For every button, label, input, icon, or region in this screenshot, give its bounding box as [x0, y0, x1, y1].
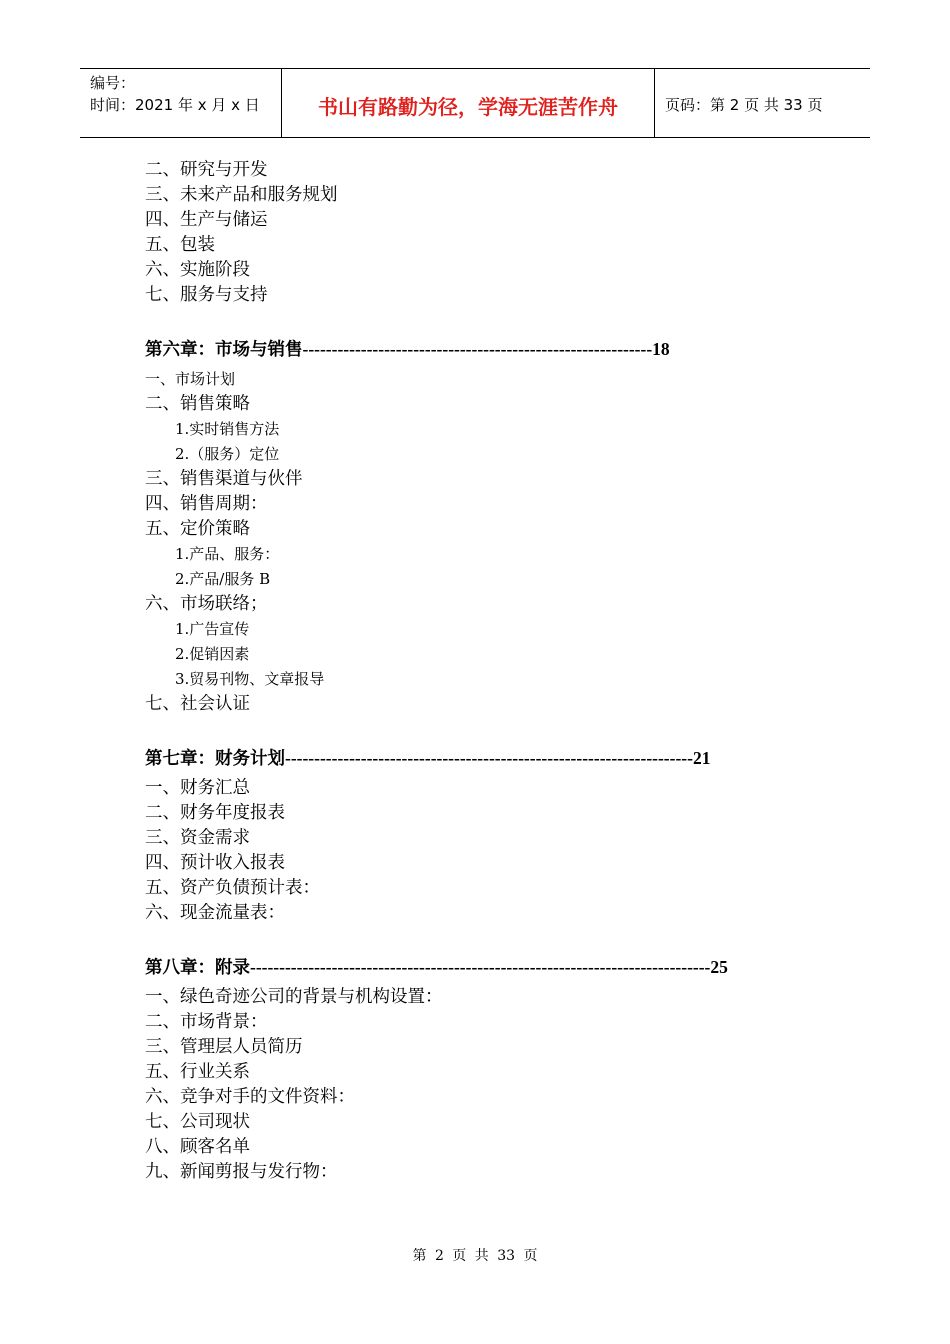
chapter-heading[interactable] — [145, 950, 845, 985]
toc-item: 五、定价策略 — [145, 519, 250, 539]
page-footer: 第 2 页 共 33 页 — [412, 1248, 538, 1264]
toc-content — [145, 158, 845, 1185]
toc-item: 三、未来产品和服务规划 — [145, 185, 338, 205]
toc-subitem: 2.促销因素 — [175, 645, 250, 663]
header-meta — [80, 69, 282, 137]
chapter-leader: ---------------------------------------------------------------------- — [285, 748, 693, 768]
chapter-leader: ------------------------------------------------------------ — [302, 339, 653, 359]
chapter-title: 第七章：财务计划 — [145, 748, 285, 768]
toc-item: 一、绿色奇迹公司的背景与机构设置： — [145, 987, 443, 1007]
toc-tail-list — [145, 158, 845, 308]
chapters-list — [145, 332, 845, 1185]
toc-item: 五、资产负债预计表： — [145, 878, 320, 898]
toc-item: 九、新闻剪报与发行物： — [145, 1162, 338, 1182]
toc-item: 六、市场联络； — [145, 594, 268, 614]
toc-subitem: 1.广告宣传 — [175, 620, 250, 638]
chapter-page-number: 25 — [710, 957, 728, 977]
toc-item: 七、社会认证 — [145, 694, 250, 714]
chapter-page-number: 18 — [652, 339, 670, 359]
chapter-page-number: 21 — [692, 748, 711, 768]
page-header — [80, 68, 870, 138]
header-motto: 书山有路勤为径，学海无涯苦作舟 — [282, 69, 655, 137]
chapter-title: 第八章：附录 — [145, 957, 250, 977]
toc-item: 四、生产与储运 — [145, 210, 268, 230]
chapter-heading[interactable] — [145, 741, 845, 776]
toc-item: 三、资金需求 — [145, 828, 250, 848]
toc-item: 六、竞争对手的文件资料： — [145, 1087, 355, 1107]
toc-item: 五、包装 — [145, 235, 215, 255]
toc-item: 六、实施阶段 — [145, 260, 250, 280]
toc-item: 二、研究与开发 — [145, 160, 268, 180]
toc-subitem: 2.（服务）定位 — [175, 445, 280, 463]
toc-item: 四、预计收入报表 — [145, 853, 285, 873]
chapter-leader: ------------------------------------------------------------------------------- — [250, 957, 711, 977]
toc-item: 三、销售渠道与伙伴 — [145, 469, 303, 489]
toc-item: 七、公司现状 — [145, 1112, 250, 1132]
toc-subitem: 3.贸易刊物、文章报导 — [175, 670, 325, 688]
toc-item: 五、行业关系 — [145, 1062, 250, 1082]
chapter-heading[interactable] — [145, 332, 845, 367]
toc-item: 一、市场计划 — [145, 370, 236, 388]
toc-item: 八、顾客名单 — [145, 1137, 250, 1157]
toc-item: 三、管理层人员简历 — [145, 1037, 303, 1057]
chapter-title: 第六章：市场与销售 — [145, 339, 303, 359]
toc-item: 二、销售策略 — [145, 394, 250, 414]
toc-item: 二、财务年度报表 — [145, 803, 285, 823]
toc-subitem: 1.产品、服务： — [175, 545, 280, 563]
toc-subitem: 2.产品/服务 B — [175, 570, 271, 588]
toc-item: 二、市场背景： — [145, 1012, 268, 1032]
toc-item: 六、现金流量表： — [145, 903, 285, 923]
toc-item: 一、财务汇总 — [145, 778, 250, 798]
time-label: 时间：2021 年 x 月 x 日 — [90, 96, 260, 114]
toc-item: 四、销售周期： — [145, 494, 268, 514]
toc-item: 七、服务与支持 — [145, 285, 268, 305]
number-label: 编号： — [90, 74, 136, 92]
header-page-label: 页码：第 2 页 共 33 页 — [665, 95, 823, 114]
toc-subitem: 1.实时销售方法 — [175, 420, 280, 438]
